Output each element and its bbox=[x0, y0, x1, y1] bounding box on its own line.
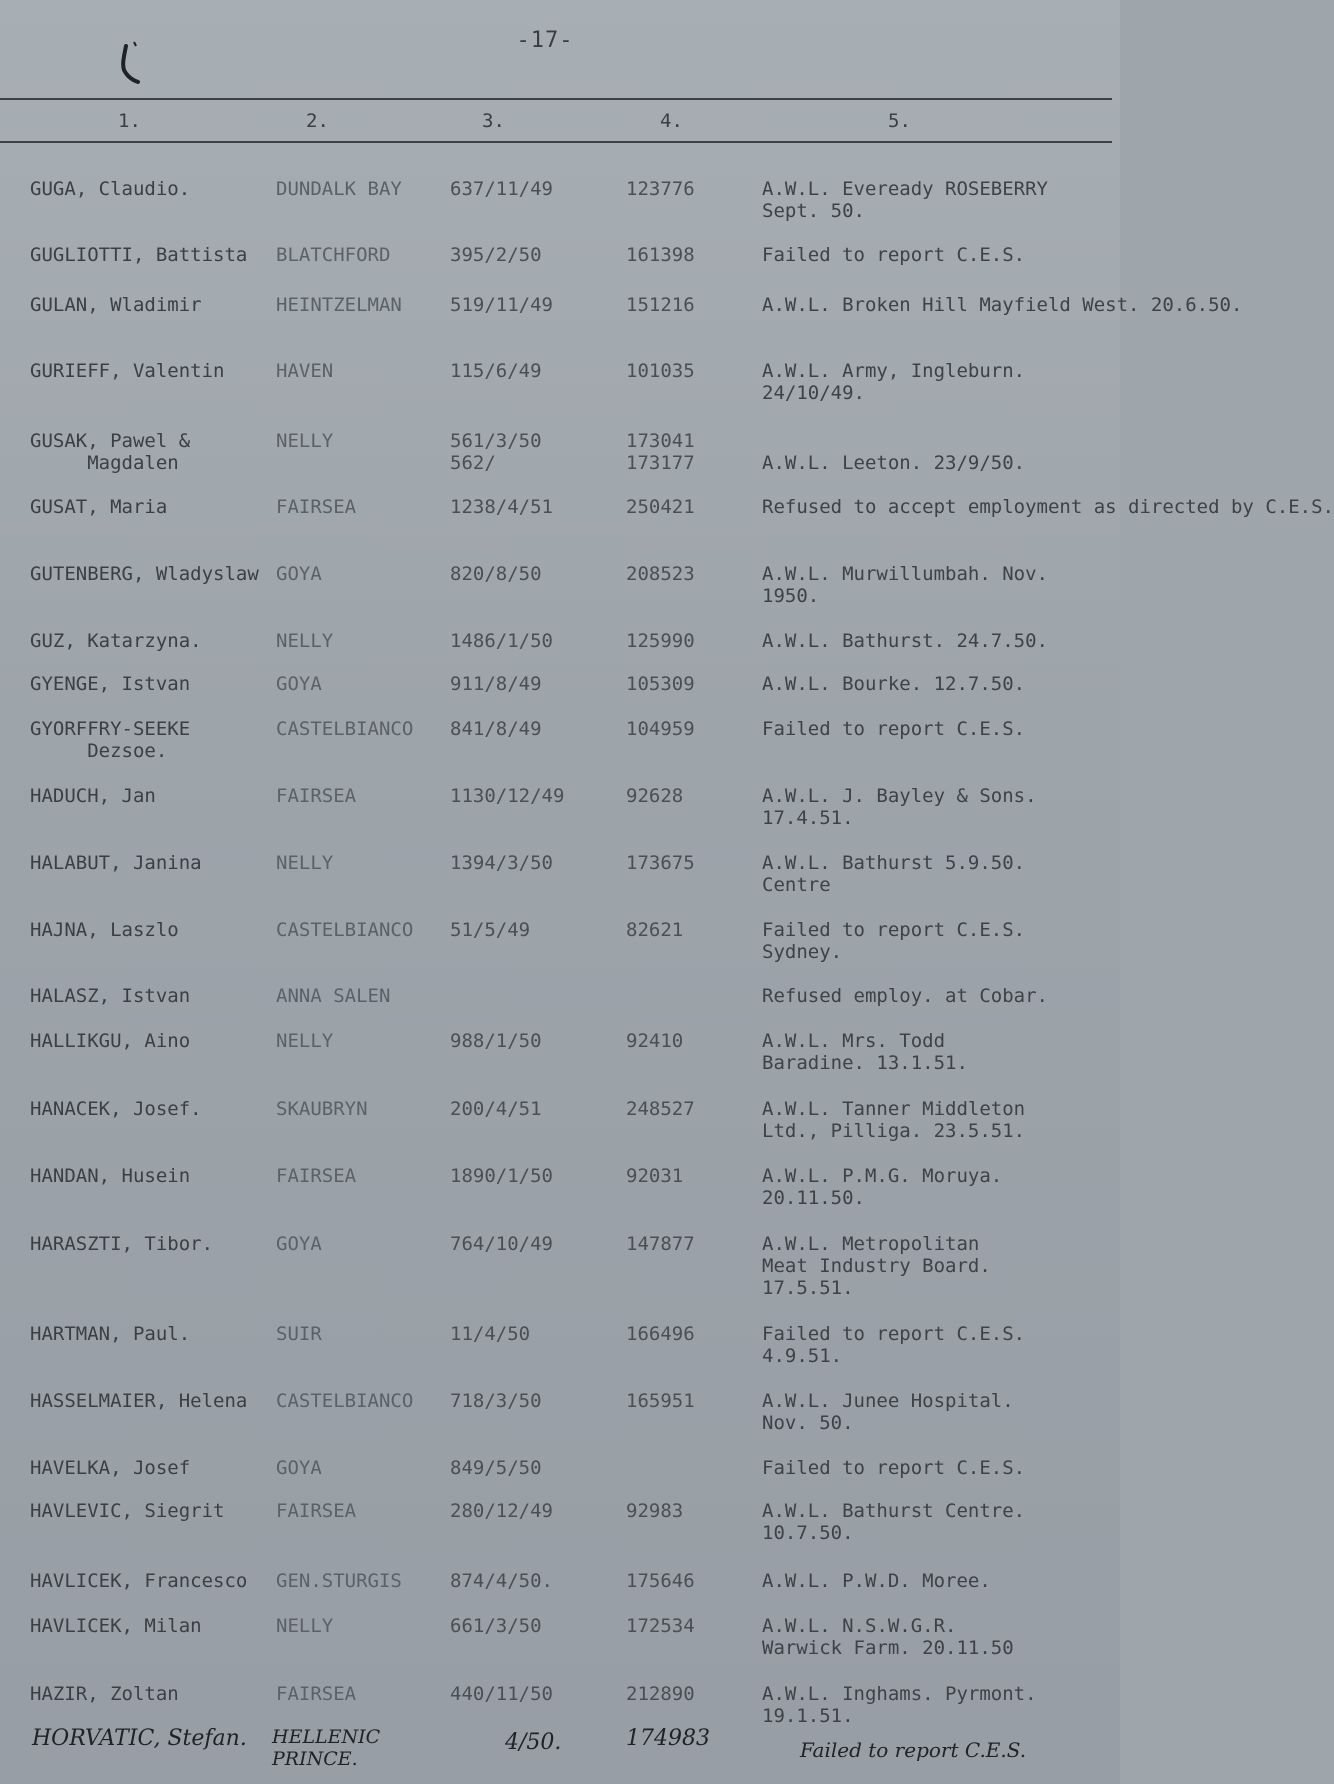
record-reference: 988/1/50 bbox=[450, 1030, 542, 1052]
record-number: 161398 bbox=[626, 244, 695, 266]
record-reference: 1486/1/50 bbox=[450, 630, 553, 652]
handwritten-name: HORVATIC, Stefan. bbox=[32, 1726, 247, 1751]
column-header-5: 5. bbox=[888, 110, 911, 132]
record-ship: GOYA bbox=[276, 1233, 322, 1255]
record-ship: FAIRSEA bbox=[276, 496, 357, 518]
record-reference: 764/10/49 bbox=[450, 1233, 553, 1255]
header-top-rule bbox=[0, 98, 1112, 100]
record-number: 173675 bbox=[626, 852, 695, 874]
record-reference: 51/5/49 bbox=[450, 919, 531, 941]
record-reference: 637/11/49 bbox=[450, 178, 553, 200]
record-number: 250421 bbox=[626, 496, 695, 518]
record-remarks: A.W.L. Bathurst Centre. 10.7.50. bbox=[762, 1500, 1026, 1544]
record-name: HAVLICEK, Francesco bbox=[30, 1570, 248, 1592]
record-name: GYENGE, Istvan bbox=[30, 673, 191, 695]
record-number: 175646 bbox=[626, 1570, 695, 1592]
record-name: HALABUT, Janina bbox=[30, 852, 202, 874]
record-number: 147877 bbox=[626, 1233, 695, 1255]
record-name: HANDAN, Husein bbox=[30, 1165, 191, 1187]
record-reference: 820/8/50 bbox=[450, 563, 542, 585]
record-remarks: A.W.L. N.S.W.G.R. Warwick Farm. 20.11.50 bbox=[762, 1615, 1014, 1659]
record-number: 82621 bbox=[626, 919, 684, 941]
record-ship: FAIRSEA bbox=[276, 1500, 357, 1522]
record-ship: CASTELBIANCO bbox=[276, 919, 414, 941]
record-remarks: Failed to report C.E.S. bbox=[762, 1457, 1026, 1479]
record-number: 208523 bbox=[626, 563, 695, 585]
record-name: HALLIKGU, Aino bbox=[30, 1030, 191, 1052]
record-number: 165951 bbox=[626, 1390, 695, 1412]
record-ship: NELLY bbox=[276, 630, 334, 652]
record-ship: CASTELBIANCO bbox=[276, 1390, 414, 1412]
record-ship: FAIRSEA bbox=[276, 785, 357, 807]
record-number: 105309 bbox=[626, 673, 695, 695]
column-header-4: 4. bbox=[660, 110, 683, 132]
record-number: 92410 bbox=[626, 1030, 684, 1052]
record-ship: SKAUBRYN bbox=[276, 1098, 368, 1120]
record-name: GUGA, Claudio. bbox=[30, 178, 191, 200]
record-reference: 874/4/50. bbox=[450, 1570, 553, 1592]
record-reference: 1394/3/50 bbox=[450, 852, 553, 874]
record-ship: GOYA bbox=[276, 563, 322, 585]
handwritten-number: 174983 bbox=[626, 1726, 710, 1751]
record-remarks: Failed to report C.E.S. bbox=[762, 718, 1026, 740]
record-name: GUZ, Katarzyna. bbox=[30, 630, 202, 652]
pen-tick-mark-icon bbox=[118, 42, 152, 88]
record-name: HALASZ, Istvan bbox=[30, 985, 191, 1007]
record-reference: 115/6/49 bbox=[450, 360, 542, 382]
page-number: -17- bbox=[516, 28, 574, 53]
record-reference: 661/3/50 bbox=[450, 1615, 542, 1637]
record-name: HAZIR, Zoltan bbox=[30, 1683, 179, 1705]
record-name: HARTMAN, Paul. bbox=[30, 1323, 191, 1345]
record-remarks: A.W.L. Broken Hill Mayfield West. 20.6.50. bbox=[762, 294, 1243, 316]
record-remarks: A.W.L. Army, Ingleburn. 24/10/49. bbox=[762, 360, 1026, 404]
record-remarks: A.W.L. Inghams. Pyrmont. 19.1.51. bbox=[762, 1683, 1037, 1727]
record-number: 92031 bbox=[626, 1165, 684, 1187]
record-number: 212890 bbox=[626, 1683, 695, 1705]
record-reference: 841/8/49 bbox=[450, 718, 542, 740]
record-name: HADUCH, Jan bbox=[30, 785, 156, 807]
record-reference: 718/3/50 bbox=[450, 1390, 542, 1412]
record-reference: 519/11/49 bbox=[450, 294, 553, 316]
record-remarks: Failed to report C.E.S. Sydney. bbox=[762, 919, 1026, 963]
record-reference: 440/11/50 bbox=[450, 1683, 553, 1705]
record-reference: 849/5/50 bbox=[450, 1457, 542, 1479]
record-name: HAVLEVIC, Siegrit bbox=[30, 1500, 225, 1522]
record-name: GURIEFF, Valentin bbox=[30, 360, 225, 382]
header-bottom-rule bbox=[0, 141, 1112, 143]
record-remarks: A.W.L. Murwillumbah. Nov. 1950. bbox=[762, 563, 1048, 607]
handwritten-ref: 4/50. bbox=[505, 1730, 562, 1755]
record-remarks: A.W.L. Metropolitan Meat Industry Board. 17.5.51. bbox=[762, 1233, 991, 1299]
column-header-2: 2. bbox=[306, 110, 329, 132]
record-name: HAVELKA, Josef bbox=[30, 1457, 191, 1479]
record-number: 104959 bbox=[626, 718, 695, 740]
record-name: HASSELMAIER, Helena bbox=[30, 1390, 248, 1412]
record-ship: FAIRSEA bbox=[276, 1683, 357, 1705]
record-remarks: A.W.L. Mrs. Todd Baradine. 13.1.51. bbox=[762, 1030, 968, 1074]
record-ship: HAVEN bbox=[276, 360, 334, 382]
record-number: 92983 bbox=[626, 1500, 684, 1522]
record-name: GUGLIOTTI, Battista bbox=[30, 244, 248, 266]
record-number: 125990 bbox=[626, 630, 695, 652]
record-ship: SUIR bbox=[276, 1323, 322, 1345]
record-name: HAVLICEK, Milan bbox=[30, 1615, 202, 1637]
record-ship: HEINTZELMAN bbox=[276, 294, 402, 316]
record-remarks: A.W.L. J. Bayley & Sons. 17.4.51. bbox=[762, 785, 1037, 829]
record-reference: 1890/1/50 bbox=[450, 1165, 553, 1187]
column-header-1: 1. bbox=[118, 110, 141, 132]
record-remarks: A.W.L. Tanner Middleton Ltd., Pilliga. 23.5.51. bbox=[762, 1098, 1026, 1142]
record-reference: 11/4/50 bbox=[450, 1323, 531, 1345]
record-number: 173041 173177 bbox=[626, 430, 695, 474]
record-name: HARASZTI, Tibor. bbox=[30, 1233, 214, 1255]
record-remarks: A.W.L. Bathurst 5.9.50. Centre bbox=[762, 852, 1026, 896]
record-ship: NELLY bbox=[276, 430, 334, 452]
record-name: HANACEK, Josef. bbox=[30, 1098, 202, 1120]
record-remarks: A.W.L. Leeton. 23/9/50. bbox=[762, 452, 1026, 474]
record-ship: CASTELBIANCO bbox=[276, 718, 414, 740]
record-ship: NELLY bbox=[276, 1030, 334, 1052]
record-number: 92628 bbox=[626, 785, 684, 807]
record-ship: FAIRSEA bbox=[276, 1165, 357, 1187]
record-remarks: Failed to report C.E.S. 4.9.51. bbox=[762, 1323, 1026, 1367]
record-remarks: Refused to accept employment as directed by C.E.S. bbox=[762, 496, 1334, 518]
record-remarks: A.W.L. Bathurst. 24.7.50. bbox=[762, 630, 1048, 652]
record-ship: GOYA bbox=[276, 673, 322, 695]
record-reference: 395/2/50 bbox=[450, 244, 542, 266]
record-remarks: A.W.L. P.W.D. Moree. bbox=[762, 1570, 991, 1592]
record-ship: GOYA bbox=[276, 1457, 322, 1479]
record-ship: BLATCHFORD bbox=[276, 244, 391, 266]
record-reference: 561/3/50 562/ bbox=[450, 430, 542, 474]
record-remarks: A.W.L. Junee Hospital. Nov. 50. bbox=[762, 1390, 1014, 1434]
record-name: GUTENBERG, Wladyslaw bbox=[30, 563, 259, 585]
record-reference: 280/12/49 bbox=[450, 1500, 553, 1522]
record-number: 101035 bbox=[626, 360, 695, 382]
handwritten-remarks: Failed to report C.E.S. bbox=[800, 1738, 1027, 1762]
record-ship: DUNDALK BAY bbox=[276, 178, 402, 200]
column-headers bbox=[0, 110, 1112, 136]
record-remarks: Refused employ. at Cobar. bbox=[762, 985, 1048, 1007]
column-header-3: 3. bbox=[482, 110, 505, 132]
record-reference: 911/8/49 bbox=[450, 673, 542, 695]
record-name: GYORFFRY-SEEKE Dezsoe. bbox=[30, 718, 191, 762]
handwritten-ship: HELLENIC PRINCE. bbox=[272, 1726, 381, 1770]
record-name: GUSAK, Pawel & Magdalen bbox=[30, 430, 191, 474]
record-reference: 1238/4/51 bbox=[450, 496, 553, 518]
record-remarks: A.W.L. Bourke. 12.7.50. bbox=[762, 673, 1026, 695]
record-ship: GEN.STURGIS bbox=[276, 1570, 402, 1592]
record-number: 172534 bbox=[626, 1615, 695, 1637]
record-reference: 1130/12/49 bbox=[450, 785, 565, 807]
record-name: HAJNA, Laszlo bbox=[30, 919, 179, 941]
record-name: GUSAT, Maria bbox=[30, 496, 168, 518]
record-remarks: Failed to report C.E.S. bbox=[762, 244, 1026, 266]
record-number: 248527 bbox=[626, 1098, 695, 1120]
record-ship: ANNA SALEN bbox=[276, 985, 391, 1007]
record-reference: 200/4/51 bbox=[450, 1098, 542, 1120]
record-number: 123776 bbox=[626, 178, 695, 200]
record-remarks: A.W.L. P.M.G. Moruya. 20.11.50. bbox=[762, 1165, 1003, 1209]
record-name: GULAN, Wladimir bbox=[30, 294, 202, 316]
record-ship: NELLY bbox=[276, 852, 334, 874]
record-number: 166496 bbox=[626, 1323, 695, 1345]
record-number: 151216 bbox=[626, 294, 695, 316]
record-remarks: A.W.L. Eveready ROSEBERRY Sept. 50. bbox=[762, 178, 1048, 222]
record-ship: NELLY bbox=[276, 1615, 334, 1637]
